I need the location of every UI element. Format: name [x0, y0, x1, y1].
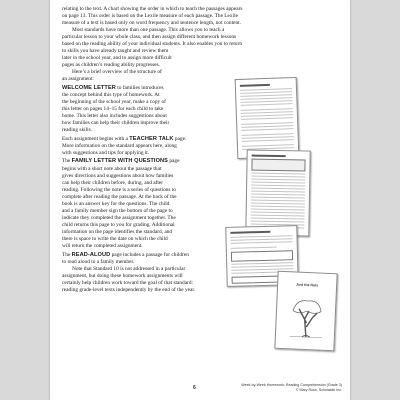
tree-illustration-icon: [288, 296, 326, 340]
read-aloud-paragraph: [62, 252, 214, 266]
welcome-letter-paragraph: [62, 85, 214, 134]
text-line: reading. Following the note is a series of questions to: [62, 186, 176, 193]
family-letter-paragraph: [62, 158, 214, 250]
text-line: based on the reading ability of your individual students. It also enables you to return: [62, 41, 243, 48]
text-line: gives directions and suggestions about how families: [62, 172, 174, 179]
text-line: how families can help their children improve their: [62, 120, 170, 127]
text-line: there is space to write the date on which the child: [62, 236, 168, 242]
text-line: book is an answer key for the questions. The child: [62, 200, 170, 207]
text-line: this letter on pages 14–15 for each child to take: [62, 106, 164, 113]
overview-paragraph: [62, 69, 214, 83]
intro-paragraph: [62, 6, 342, 27]
text-line: Note that Standard 10 is not addressed in a particular: [72, 265, 186, 272]
page-number: 6: [193, 385, 196, 391]
section-keyword: WELCOME LETTER: [62, 85, 116, 92]
text-line: [62, 252, 214, 259]
text-line: reading grade-level texts independently by the end of the year.: [62, 286, 196, 293]
text-line: begins with a short note about the passage that: [62, 165, 162, 172]
teacher-talk-thumbnail: [245, 149, 310, 236]
text-line: will return the completed assignment.: [62, 243, 143, 250]
text-line: information on the page identifies the standard, and: [62, 228, 173, 235]
text-line: [62, 136, 214, 143]
credit-line-2: © Mary Rose, Scholastic Inc.: [295, 387, 342, 392]
teacher-talk-paragraph: [62, 136, 214, 157]
text-line: home. This letter also includes suggestions about: [62, 113, 167, 120]
text-line: the concept behind this type of homework. At: [62, 92, 160, 99]
text-line: measure of a text is based only on word frequency and sentence length, not content.: [62, 20, 241, 27]
text-line: [62, 158, 214, 165]
keyword-prefix: The: [62, 158, 72, 165]
credit-line-1: Week-by-Week Homework: Reading Comprehension (Grade 3): [241, 383, 342, 387]
standards-paragraph-continued: [62, 48, 214, 69]
keyword-prefix: The: [62, 251, 72, 258]
text-line: assignment, but doing these homework assignments will: [62, 272, 183, 279]
welcome-letter-thumbnail: [235, 77, 300, 159]
text-line: relating to the text. A chart showing the order in which to teach the passages appears: [62, 6, 243, 12]
text-line: to read aloud to a family member.: [62, 258, 135, 265]
text-line: on page 13. This order is based on the Lexile measure of each passage. The Lexile: [62, 13, 238, 20]
section-keyword: READ-ALOUD: [71, 251, 111, 258]
section-keyword: TEACHER TALK: [129, 135, 174, 142]
text-line: [62, 85, 214, 92]
document-page: [50, 0, 350, 400]
section-keyword: FAMILY LETTER WITH QUESTIONS: [71, 158, 169, 165]
text-line: and a family member sign the bottom of the page to: [62, 207, 173, 214]
text-line: an assignment:: [62, 76, 94, 83]
text-line: with suggestions and tips for applying it.: [62, 149, 150, 156]
text-line: indicate they completed the assignment together. The: [62, 214, 176, 221]
text-line: complete after reading the passage. At the back of the: [62, 193, 177, 200]
text-line: child returns this page to you for grading. Additional: [62, 221, 175, 228]
text-line: Here’s a brief overview of the structure of: [72, 69, 162, 76]
text-line: certainly help children work toward the goal of that standard:: [62, 279, 194, 286]
read-aloud-thumbnail: [274, 271, 337, 352]
page-footer: [50, 380, 350, 396]
text-line: particular lesson to your whole class, and then assign different homework lessons: [62, 34, 237, 41]
text-line: the beginning of the school year, make a copy of: [62, 99, 166, 106]
text-line: later in the school year, and to assign more difficult: [62, 55, 172, 62]
read-aloud-thumbnail-title: Just the Nuts: [295, 282, 319, 288]
text-line: More information on the standard appears here, along: [62, 142, 177, 149]
keyword-rest: page.: [173, 135, 187, 142]
keyword-rest: page includes a passage for children: [110, 251, 189, 258]
standards-paragraph: [62, 27, 342, 48]
book-credit: [241, 383, 342, 392]
text-line: pages as children’s reading ability progresses.: [62, 62, 160, 69]
keyword-rest: to families introduces: [115, 85, 164, 92]
text-line: reading skills.: [62, 127, 92, 134]
text-line: Most standards have more than one passage. This allows you to teach a: [72, 27, 225, 34]
text-line: can help their children before, during, and after: [62, 179, 164, 186]
keyword-rest: page: [168, 158, 180, 165]
text-line: to skills you have already taught and review them: [62, 48, 169, 55]
keyword-prefix: Each assignment begins with a: [62, 135, 130, 142]
